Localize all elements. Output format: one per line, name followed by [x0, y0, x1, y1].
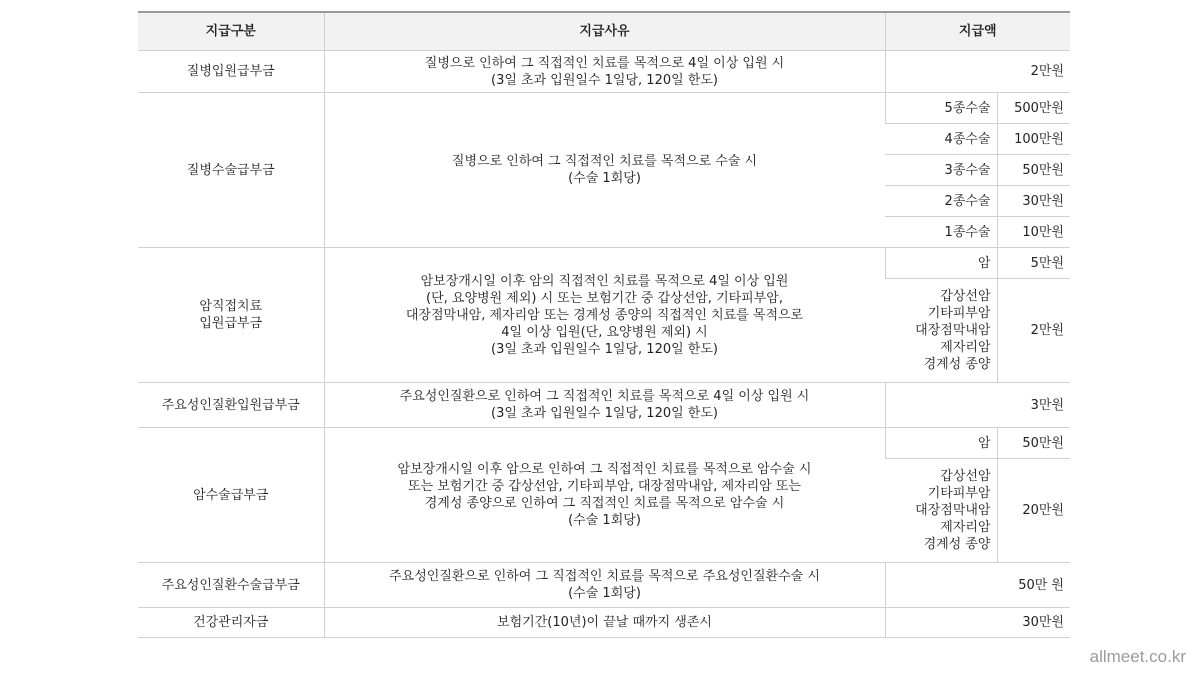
table-row [138, 563, 1070, 608]
category-cell: 주요성인질환수술급부금 [138, 563, 324, 608]
table-row [138, 93, 1070, 124]
cancer-type-line: 기타피부암 [927, 306, 991, 321]
cancer-type-cell: 암 [885, 248, 997, 279]
header-reason: 지급사유 [324, 12, 885, 51]
reason-line: 또는 보험기간 중 갑상선암, 기타피부암, 대장점막내암, 제자리암 또는 [408, 479, 801, 494]
reason-line: (수술 1회당) [568, 513, 641, 528]
reason-line: 대장점막내암, 제자리암 또는 경계성 종양의 직접적인 치료를 목적으로 [405, 307, 804, 323]
reason-line: 질병으로 인하여 그 직접적인 치료를 목적으로 수술 시 [451, 154, 758, 169]
table-row [138, 248, 1070, 279]
category-cell: 질병입원급부금 [138, 51, 324, 93]
category-cell: 건강관리자금 [138, 608, 324, 638]
category-cell: 암수술급부금 [138, 428, 324, 563]
cancer-type-line: 제자리암 [940, 340, 991, 355]
surgery-type-cell: 3종수술 [885, 155, 997, 186]
watermark: allmeet.co.kr [1089, 647, 1186, 666]
category-line: 입원급부금 [199, 316, 263, 331]
amount-cell: 3만원 [885, 383, 1070, 428]
table-row [138, 428, 1070, 459]
header-category: 지급구분 [138, 12, 324, 51]
reason-cell [324, 93, 885, 248]
cancer-type-line: 경계성 종양 [923, 537, 991, 552]
reason-line: (수술 1회당) [568, 171, 641, 186]
cancer-type-cell [885, 279, 997, 383]
cancer-type-line: 대장점막내암 [915, 503, 991, 518]
surgery-type-cell: 1종수술 [885, 217, 997, 248]
reason-line: 암보장개시일 이후 암의 직접적인 치료를 목적으로 4일 이상 입원 [420, 273, 789, 289]
amount-cell: 20만원 [997, 459, 1070, 563]
amount-cell: 50만원 [997, 155, 1070, 186]
reason-cell [324, 383, 885, 428]
reason-line: (수술 1회당) [568, 586, 641, 601]
table-row [138, 51, 1070, 93]
cancer-type-line: 갑상선암 [940, 469, 991, 484]
reason-line: 주요성인질환으로 인하여 그 직접적인 치료를 목적으로 4일 이상 입원 시 [399, 389, 810, 404]
category-line: 암직접치료 [199, 299, 263, 314]
cancer-type-cell [885, 459, 997, 563]
reason-cell [324, 563, 885, 608]
reason-cell [324, 428, 885, 563]
reason-line: 질병으로 인하여 그 직접적인 치료를 목적으로 4일 이상 입원 시 [424, 55, 785, 71]
amount-cell: 100만원 [997, 124, 1070, 155]
reason-line: (단, 요양병원 제외) 시 또는 보험기간 중 갑상선암, 기타피부암, [426, 290, 783, 306]
amount-cell: 30만원 [885, 608, 1070, 638]
reason-cell [324, 248, 885, 383]
amount-cell: 2만원 [997, 279, 1070, 383]
amount-cell: 500만원 [997, 93, 1070, 124]
benefit-table [138, 11, 1070, 638]
table-row [138, 608, 1070, 638]
category-cell: 질병수술급부금 [138, 93, 324, 248]
category-cell: 주요성인질환입원급부금 [138, 383, 324, 428]
amount-cell: 2만원 [885, 51, 1070, 93]
cancer-type-line: 대장점막내암 [915, 323, 991, 338]
cancer-type-cell: 암 [885, 428, 997, 459]
amount-cell: 10만원 [997, 217, 1070, 248]
amount-cell: 50만원 [997, 428, 1070, 459]
reason-cell: 보험기간(10년)이 끝날 때까지 생존시 [324, 608, 885, 638]
amount-cell: 5만원 [997, 248, 1070, 279]
surgery-type-cell: 4종수술 [885, 124, 997, 155]
surgery-type-cell: 5종수술 [885, 93, 997, 124]
reason-line: 4일 이상 입원(단, 요양병원 제외) 시 [501, 324, 708, 340]
table-row [138, 383, 1070, 428]
reason-cell [324, 51, 885, 93]
header-amount: 지급액 [885, 12, 1070, 51]
reason-line: 주요성인질환으로 인하여 그 직접적인 치료를 목적으로 주요성인질환수술 시 [389, 569, 820, 584]
cancer-type-line: 경계성 종양 [923, 357, 991, 372]
cancer-type-line: 기타피부암 [927, 486, 991, 501]
amount-cell: 30만원 [997, 186, 1070, 217]
category-cell [138, 248, 324, 383]
reason-line: 암보장개시일 이후 암으로 인하여 그 직접적인 치료를 목적으로 암수술 시 [397, 462, 812, 477]
table-header-row [138, 12, 1070, 51]
cancer-type-line: 갑상선암 [940, 289, 991, 304]
reason-line: (3일 초과 입원일수 1일당, 120일 한도) [491, 406, 718, 421]
amount-cell: 50만 원 [885, 563, 1070, 608]
reason-line: (3일 초과 입원일수 1일당, 120일 한도) [491, 72, 718, 88]
reason-line: (3일 초과 입원일수 1일당, 120일 한도) [491, 341, 718, 357]
cancer-type-line: 제자리암 [940, 520, 991, 535]
reason-line: 경계성 종양으로 인하여 그 직접적인 치료를 목적으로 암수술 시 [424, 496, 785, 511]
surgery-type-cell: 2종수술 [885, 186, 997, 217]
